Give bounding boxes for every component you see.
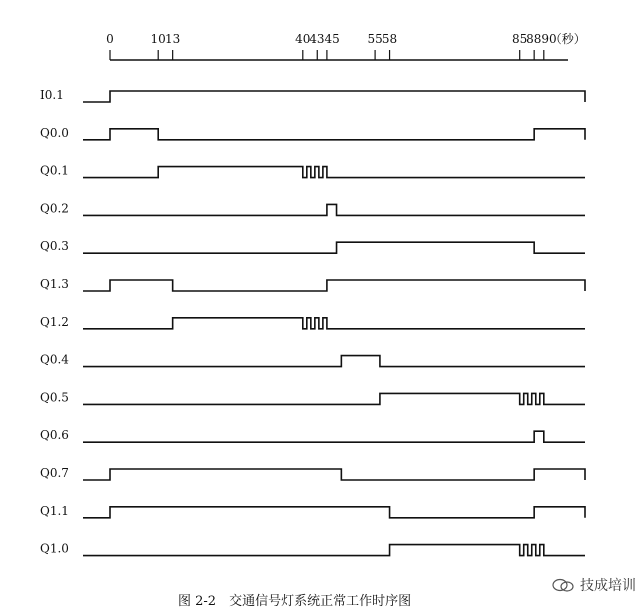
signal-label: Q1.2 xyxy=(40,314,69,329)
signal-waveform xyxy=(83,129,585,140)
axis-tick-label: 8890 xyxy=(526,32,557,46)
signal-waveform xyxy=(83,280,585,291)
signal-label: Q1.0 xyxy=(40,541,69,556)
signal-label: Q0.3 xyxy=(40,239,69,254)
signal-waveform xyxy=(83,204,585,215)
axis-tick-label: 85 xyxy=(512,32,528,46)
axis-unit-label: （秒） xyxy=(549,32,586,46)
signal-waveform xyxy=(83,469,585,480)
axis-tick-label: 4345 xyxy=(309,32,340,46)
axis-tick-label: 40 xyxy=(295,32,311,46)
signal-label: Q0.2 xyxy=(40,201,69,216)
signal-waveform xyxy=(83,545,585,556)
signal-label: I0.1 xyxy=(40,88,64,102)
signal-waveform xyxy=(83,393,585,404)
signal-label: Q0.0 xyxy=(40,125,69,140)
signal-label: Q0.5 xyxy=(40,390,69,405)
axis-tick-label: 10 xyxy=(150,32,166,46)
axis-tick-label: 0 xyxy=(106,32,114,46)
signal-waveform xyxy=(83,91,585,102)
signal-waveform xyxy=(83,507,585,518)
signal-label: Q0.1 xyxy=(40,163,69,178)
signal-label: Q1.1 xyxy=(40,503,69,518)
axis-tick-label: 13 xyxy=(165,32,181,46)
watermark-text: 技成培训 xyxy=(580,578,636,594)
signal-waveform xyxy=(83,431,585,442)
time-axis xyxy=(106,31,586,60)
watermark xyxy=(552,575,636,595)
signal-label: Q1.3 xyxy=(40,277,69,291)
wechat-logo-icon xyxy=(552,578,574,592)
figure-caption: 图 2-2 交通信号灯系统正常工作时序图 xyxy=(178,594,412,609)
signal-label: Q0.7 xyxy=(40,466,69,480)
signal-waveform xyxy=(83,167,585,178)
signal-label: Q0.4 xyxy=(40,352,69,367)
signal-label: Q0.6 xyxy=(40,428,69,443)
signal-waveforms xyxy=(40,88,585,556)
axis-tick-label: 58 xyxy=(381,32,398,46)
signal-waveform xyxy=(83,318,585,329)
signal-waveform xyxy=(83,242,585,253)
axis-tick-label: 55 xyxy=(367,32,383,46)
signal-waveform xyxy=(83,356,585,367)
